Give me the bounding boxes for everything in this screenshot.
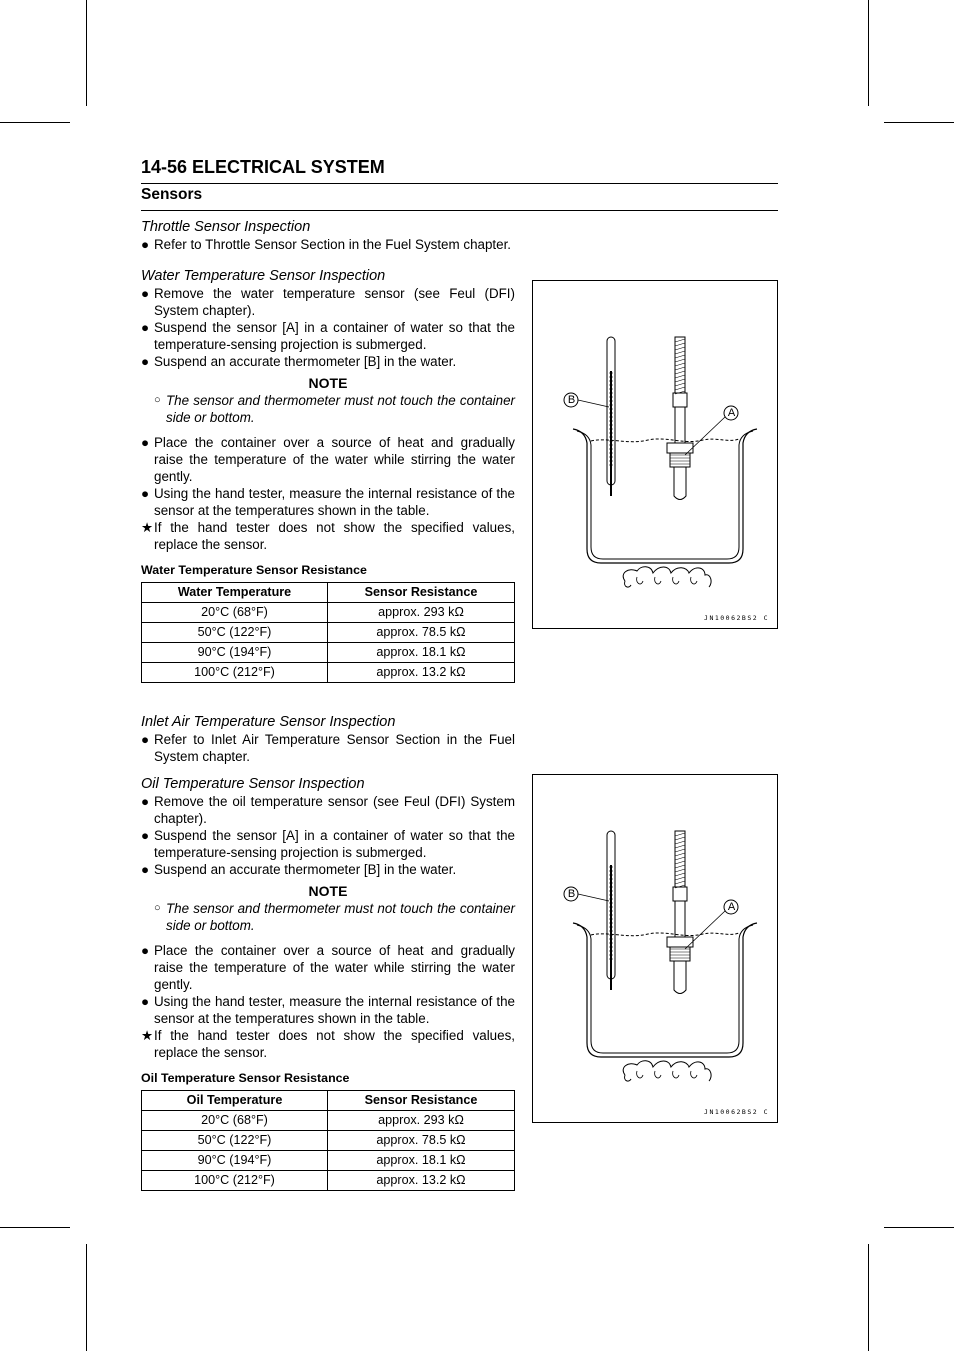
crop-mark bbox=[0, 1227, 70, 1228]
oil-note: ○ The sensor and thermometer must not touch the container side or bottom. bbox=[154, 901, 515, 933]
cable-hatch bbox=[675, 837, 685, 840]
table-row bbox=[142, 603, 515, 623]
oil-resistance-table bbox=[141, 1090, 515, 1191]
water-item: ● Remove the water temperature sensor (see Feul (DFI) System chapter). bbox=[141, 286, 515, 318]
oil-item: ● Suspend the sensor [A] in a container of water so that the temperature-sensing projection is submerged. bbox=[141, 828, 515, 860]
water-surface bbox=[591, 933, 739, 936]
inlet-item: ● Refer to Inlet Air Temperature Sensor Section in the Fuel System chapter. bbox=[141, 732, 515, 764]
flame-outline bbox=[623, 567, 711, 587]
bullet-icon: ● bbox=[141, 435, 150, 450]
table-row bbox=[142, 1131, 515, 1151]
flame-outline bbox=[623, 1061, 711, 1081]
water-table-caption: Water Temperature Sensor Resistance bbox=[141, 563, 367, 577]
table-cell: 90°C (194°F) bbox=[142, 1151, 328, 1171]
bullet-icon: ● bbox=[141, 286, 150, 301]
cable-hatch bbox=[675, 363, 685, 366]
bullet-icon: ● bbox=[141, 354, 150, 369]
section-title: Sensors bbox=[141, 186, 203, 203]
leader-line-a bbox=[685, 417, 725, 455]
table-cell: 90°C (194°F) bbox=[142, 643, 328, 663]
bullet-icon: ● bbox=[141, 320, 150, 335]
bullet-icon: ● bbox=[141, 486, 150, 501]
bullet-icon: ● bbox=[141, 862, 150, 877]
table-row bbox=[142, 1171, 515, 1191]
water-note: ○ The sensor and thermometer must not touch the container side or bottom. bbox=[154, 393, 515, 425]
bullet-icon: ● bbox=[141, 943, 150, 958]
table-cell: 50°C (122°F) bbox=[142, 1131, 328, 1151]
container-inner bbox=[577, 925, 753, 1053]
figure-code: JN10062BS2 C bbox=[704, 1108, 769, 1116]
cable-hatch bbox=[675, 367, 685, 370]
water-item: ● Place the container over a source of heat and gradually raise the temperature of the water while stirring the water gently. bbox=[141, 435, 515, 484]
table-cell: approx. 293 kΩ bbox=[328, 1111, 515, 1131]
sensor-body bbox=[675, 407, 685, 443]
figure-label-b: B bbox=[567, 888, 576, 900]
figure-label-a: A bbox=[727, 901, 736, 913]
table-row bbox=[142, 1151, 515, 1171]
table-cell: approx. 13.2 kΩ bbox=[328, 663, 515, 683]
oil-note-title: NOTE bbox=[308, 883, 348, 899]
cable-hatch bbox=[675, 387, 685, 390]
lower-column bbox=[141, 714, 515, 1191]
table-cell: 20°C (68°F) bbox=[142, 603, 328, 623]
table-cell: approx. 293 kΩ bbox=[328, 603, 515, 623]
sensor-connector bbox=[673, 887, 687, 901]
throttle-heading: Throttle Sensor Inspection bbox=[141, 219, 311, 235]
cable-hatch bbox=[675, 865, 685, 868]
bullet-icon: ● bbox=[141, 237, 150, 252]
oil-table-caption: Oil Temperature Sensor Resistance bbox=[141, 1071, 350, 1085]
sensor-connector bbox=[673, 393, 687, 407]
bullet-icon: ● bbox=[141, 994, 150, 1009]
cable-hatch bbox=[675, 873, 685, 876]
bullet-icon: ● bbox=[141, 732, 150, 747]
section-rule bbox=[141, 210, 778, 211]
container-outer bbox=[573, 923, 757, 1057]
container-inner bbox=[577, 431, 753, 559]
table-header-row bbox=[142, 583, 515, 603]
cable-hatch bbox=[675, 845, 685, 848]
table-header: Sensor Resistance bbox=[328, 583, 515, 603]
flame-detail bbox=[637, 577, 697, 584]
bullet-icon: ● bbox=[141, 794, 150, 809]
cable-hatch bbox=[675, 869, 685, 872]
sensor-probe bbox=[674, 961, 686, 994]
water-surface bbox=[591, 439, 739, 442]
bullet-icon: ● bbox=[141, 828, 150, 843]
cable-hatch bbox=[675, 375, 685, 378]
water-item: ● Suspend the sensor [A] in a container of water so that the temperature-sensing projection is submerged. bbox=[141, 320, 515, 352]
container-outer bbox=[573, 429, 757, 563]
sensor-test-illustration bbox=[533, 775, 779, 1124]
sensor-probe bbox=[674, 467, 686, 500]
table-cell: 50°C (122°F) bbox=[142, 623, 328, 643]
table-header-row bbox=[142, 1091, 515, 1111]
circle-icon: ○ bbox=[154, 902, 161, 914]
crop-mark bbox=[868, 0, 869, 106]
page-title: 14-56 ELECTRICAL SYSTEM bbox=[141, 157, 385, 177]
table-header: Oil Temperature bbox=[142, 1091, 328, 1111]
table-cell: approx. 13.2 kΩ bbox=[328, 1171, 515, 1191]
crop-mark bbox=[0, 122, 70, 123]
cable-hatch bbox=[675, 371, 685, 374]
water-item: ● Using the hand tester, measure the internal resistance of the sensor at the temperatures shown in the table. bbox=[141, 486, 515, 518]
water-resistance-table bbox=[141, 582, 515, 683]
leader-line-a bbox=[685, 911, 725, 949]
cable-hatch bbox=[675, 383, 685, 386]
cable-hatch bbox=[675, 339, 685, 342]
table-cell: 100°C (212°F) bbox=[142, 663, 328, 683]
table-header: Sensor Resistance bbox=[328, 1091, 515, 1111]
water-item: ● Suspend an accurate thermometer [B] in the water. bbox=[141, 354, 457, 369]
table-cell: 100°C (212°F) bbox=[142, 1171, 328, 1191]
crop-mark bbox=[868, 1244, 869, 1351]
figure-label-b: B bbox=[567, 394, 576, 406]
cable-hatch bbox=[675, 849, 685, 852]
cable-hatch bbox=[675, 355, 685, 358]
figure-label-a: A bbox=[727, 407, 736, 419]
cable-hatch bbox=[675, 853, 685, 856]
cable-hatch bbox=[675, 359, 685, 362]
cable-hatch bbox=[675, 861, 685, 864]
table-row bbox=[142, 623, 515, 643]
flame-detail bbox=[637, 1071, 697, 1078]
table-cell: approx. 18.1 kΩ bbox=[328, 1151, 515, 1171]
cable-hatch bbox=[675, 351, 685, 354]
oil-item: ● Remove the oil temperature sensor (see Feul (DFI) System chapter). bbox=[141, 794, 515, 826]
water-heading: Water Temperature Sensor Inspection bbox=[141, 268, 386, 284]
table-row bbox=[142, 663, 515, 683]
cable-hatch bbox=[675, 877, 685, 880]
table-cell: approx. 18.1 kΩ bbox=[328, 643, 515, 663]
crop-mark bbox=[86, 0, 87, 106]
oil-item: ● Suspend an accurate thermometer [B] in the water. bbox=[141, 862, 457, 877]
star-icon: ★ bbox=[141, 1028, 154, 1043]
figure-oil-sensor bbox=[532, 774, 778, 1123]
oil-item: ● Using the hand tester, measure the internal resistance of the sensor at the temperatures shown in the table. bbox=[141, 994, 515, 1026]
table-cell: approx. 78.5 kΩ bbox=[328, 623, 515, 643]
table-cell: 20°C (68°F) bbox=[142, 1111, 328, 1131]
cable-hatch bbox=[675, 343, 685, 346]
crop-mark bbox=[884, 1227, 954, 1228]
oil-heading: Oil Temperature Sensor Inspection bbox=[141, 776, 365, 792]
header-rule bbox=[141, 183, 778, 184]
cable-hatch bbox=[675, 857, 685, 860]
oil-item: ● Place the container over a source of heat and gradually raise the temperature of the water while stirring the water gently. bbox=[141, 943, 515, 992]
cable-hatch bbox=[675, 379, 685, 382]
cable-hatch bbox=[675, 347, 685, 350]
water-star-item: ★ If the hand tester does not show the specified values, replace the sensor. bbox=[141, 520, 515, 552]
cable-hatch bbox=[675, 833, 685, 836]
cable-hatch bbox=[675, 841, 685, 844]
leader-line-b bbox=[578, 894, 609, 901]
inlet-heading: Inlet Air Temperature Sensor Inspection bbox=[141, 714, 396, 730]
cable-hatch bbox=[675, 881, 685, 884]
throttle-item: ● Refer to Throttle Sensor Section in the Fuel System chapter. bbox=[141, 237, 512, 252]
table-header: Water Temperature bbox=[142, 583, 328, 603]
figure-water-sensor bbox=[532, 280, 778, 629]
table-row bbox=[142, 643, 515, 663]
crop-mark bbox=[86, 1244, 87, 1351]
oil-star-item: ★ If the hand tester does not show the specified values, replace the sensor. bbox=[141, 1028, 515, 1060]
leader-line-b bbox=[578, 400, 609, 407]
star-icon: ★ bbox=[141, 520, 154, 535]
table-row bbox=[142, 1111, 515, 1131]
figure-code: JN10062BS2 C bbox=[704, 614, 769, 622]
crop-mark bbox=[884, 122, 954, 123]
sensor-body bbox=[675, 901, 685, 937]
water-note-title: NOTE bbox=[308, 375, 348, 391]
sensor-test-illustration bbox=[533, 281, 779, 630]
table-cell: approx. 78.5 kΩ bbox=[328, 1131, 515, 1151]
circle-icon: ○ bbox=[154, 394, 161, 406]
upper-column bbox=[141, 219, 515, 683]
